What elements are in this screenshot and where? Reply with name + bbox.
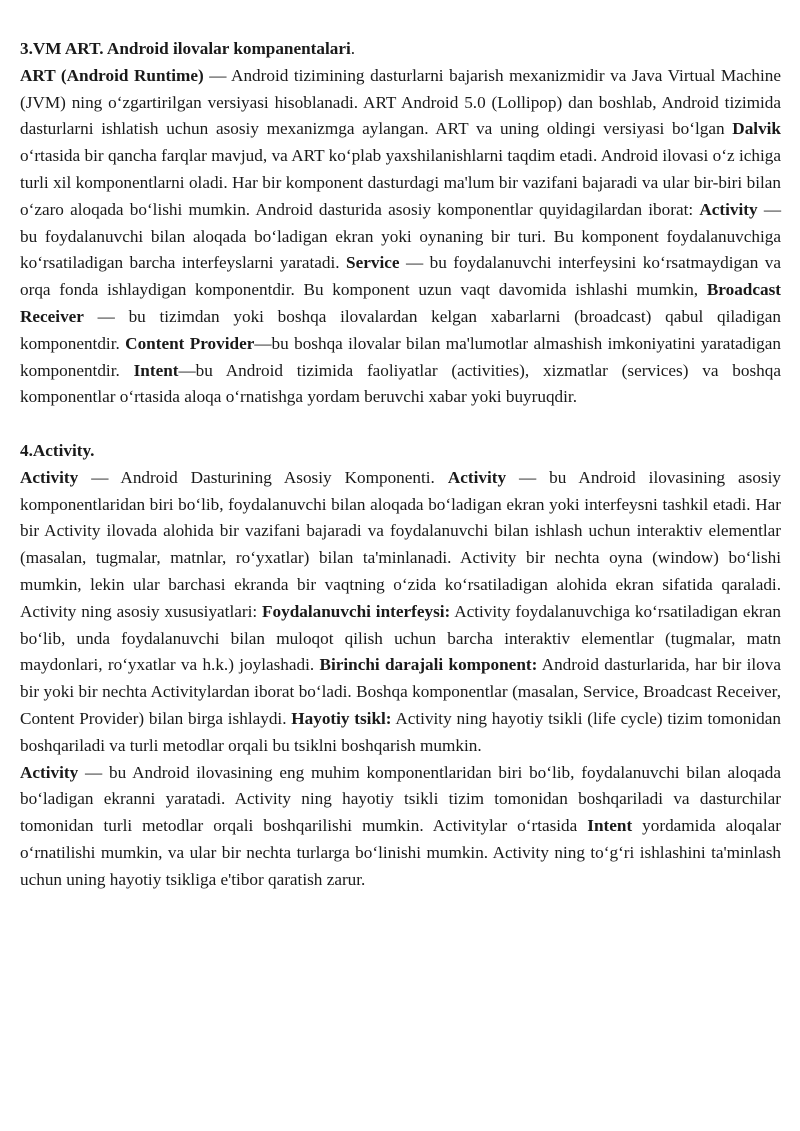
text-run: — Android tizimining dasturlarni bajarish mexanizmidir va Java Virtual Machine (JVM) ning o‘zgartirilgan versiyasi hisoblanadi. ART Android 5.0 (Lollipop) dan boshlab, Android tizimida dasturlarni ishlatish uchun asosiy mexanizmga aylangan. ART va uning oldingi versiyasi bo‘lgan: [20, 65, 781, 139]
text-run: —bu Android tizimida faoliyatlar (activities), xizmatlar (services) va boshqa komponentlar o‘rtasida aloqa o‘rnatishga yordam beruvchi xabar yoki buyruqdir.: [20, 360, 782, 407]
section-4-heading: [20, 438, 781, 465]
section-4-paragraph-2: [20, 760, 781, 894]
bold-term: Hayotiy tsikl:: [291, 708, 392, 728]
section-3-heading-dot: .: [350, 39, 356, 58]
text-run: o‘rtasida bir qancha farqlar mavjud, va ART ko‘plab yaxshilanishlarni taqdim etadi. Android ilovasi o‘z ichiga turli xil komponentlarni oladi. Har bir komponent dasturdagi ma'lum bir vazifani bajaradi va ular bir-biri bilan o‘zaro aloqada bo‘lishi mumkin. Android dasturida asosiy komponentlar quyidagilardan iborat:: [20, 146, 781, 219]
text-run: Android dasturlarida, har bir ilova bir yoki bir nechta Activitylardan iborat bo‘ladi. Boshqa komponentlar (masalan, Service, Broadcast Receiver, Content Provider) bilan birga ishlaydi.: [20, 655, 781, 728]
bold-term: Activity: [447, 467, 507, 487]
bold-term: Activity: [699, 199, 758, 219]
bold-term: Birinchi darajali komponent:: [319, 655, 538, 675]
section-gap: [20, 411, 781, 438]
bold-term: Service: [346, 253, 400, 273]
bold-term: Activity: [20, 762, 79, 782]
bold-term: Activity: [20, 467, 79, 487]
bold-term: Foydalanuvchi interfeysi:: [262, 601, 451, 621]
section-3-heading: [20, 36, 781, 63]
document-page: [20, 36, 781, 894]
text-run: — bu Android ilovasining asosiy komponentlaridan biri bo‘lib, foydalanuvchi bilan aloqada bo‘ladigan ekran yoki interfeysni tashkil etadi. Har bir Activity ilovada alohida bir vazifani bajaradi va foydalanuvchi bilan ishlash uchun interaktiv elementlar (masalan, tugmalar, matnlar, ro‘yxatlar) bilan ta'minlanadi. Activity bir nechta oyna (window) bo‘lishi mumkin, lekin ular barchasi ekranda bir vaqtning o‘zida ko‘rsatiladigan alohida ekran sifatida qaraladi. Activity ning asosiy xususiyatlari:: [20, 467, 781, 621]
text-run: — bu foydalanuvchi bilan aloqada bo‘ladigan ekran yoki oynaning bir turi. Bu komponent foydalanuvchiga ko‘rsatiladigan barcha interfeyslarni yaratadi.: [20, 199, 781, 273]
bold-term: Dalvik: [732, 119, 781, 139]
bold-term: Broadcast Receiver: [20, 280, 781, 326]
text-run: —bu boshqa ilovalar bilan ma'lumotlar almashish imkoniyatini yaratadigan komponentdir.: [20, 333, 781, 380]
text-run: — bu foydalanuvchi interfeysini ko‘rsatmaydigan va orqa fonda ishlaydigan komponentdir. Bu komponent uzun vaqt davomida ishlashi mumkin,: [20, 253, 781, 300]
section-3-heading-text: 3.VM ART. Android ilovalar kompanentalari: [20, 39, 351, 58]
text-run: — bu Android ilovasining eng muhim komponentlaridan biri bo‘lib, foydalanuvchi bilan aloqada bo‘ladigan ekranni yaratadi. Activity ning hayotiy tsikli tizim tomonidan boshqariladi va dasturchilar tomonidan turli metodlar orqali boshqarilishi mumkin. Activitylar o‘rtasida: [20, 762, 781, 836]
bold-term: Intent: [133, 360, 179, 380]
bold-term: Content Provider: [125, 333, 255, 353]
section-4-heading-text: 4.Activity.: [20, 440, 95, 460]
section-4-paragraph-1: [20, 465, 781, 760]
text-run: yordamida aloqalar o‘rnatilishi mumkin, va ular bir nechta turlarga bo‘linishi mumkin. Activity ning to‘g‘ri ishlashini ta'minlash uchun uning hayotiy tsikliga e'tibor qaratish zarur.: [20, 816, 781, 889]
text-run: Activity foydalanuvchiga ko‘rsatiladigan ekran bo‘lib, unda foydalanuvchi bilan muloqot qilish uchun barcha interaktiv elementlar (tugmalar, matn maydonlari, ro‘yxatlar va h.k.) joylashadi.: [20, 601, 781, 675]
text-run: Activity ning hayotiy tsikli (life cycle) tizim tomonidan boshqariladi va turli metodlar orqali bu tsiklni boshqarish mumkin.: [20, 708, 781, 755]
section-3-paragraph: [20, 63, 781, 411]
bold-term: ART (Android Runtime): [20, 65, 204, 85]
text-run: — bu tizimdan yoki boshqa ilovalardan kelgan xabarlarni (broadcast) qabul qiladigan komponentdir.: [20, 306, 781, 353]
text-run: — Android Dasturining Asosiy Komponenti.: [78, 467, 448, 487]
bold-term: Intent: [587, 816, 633, 836]
